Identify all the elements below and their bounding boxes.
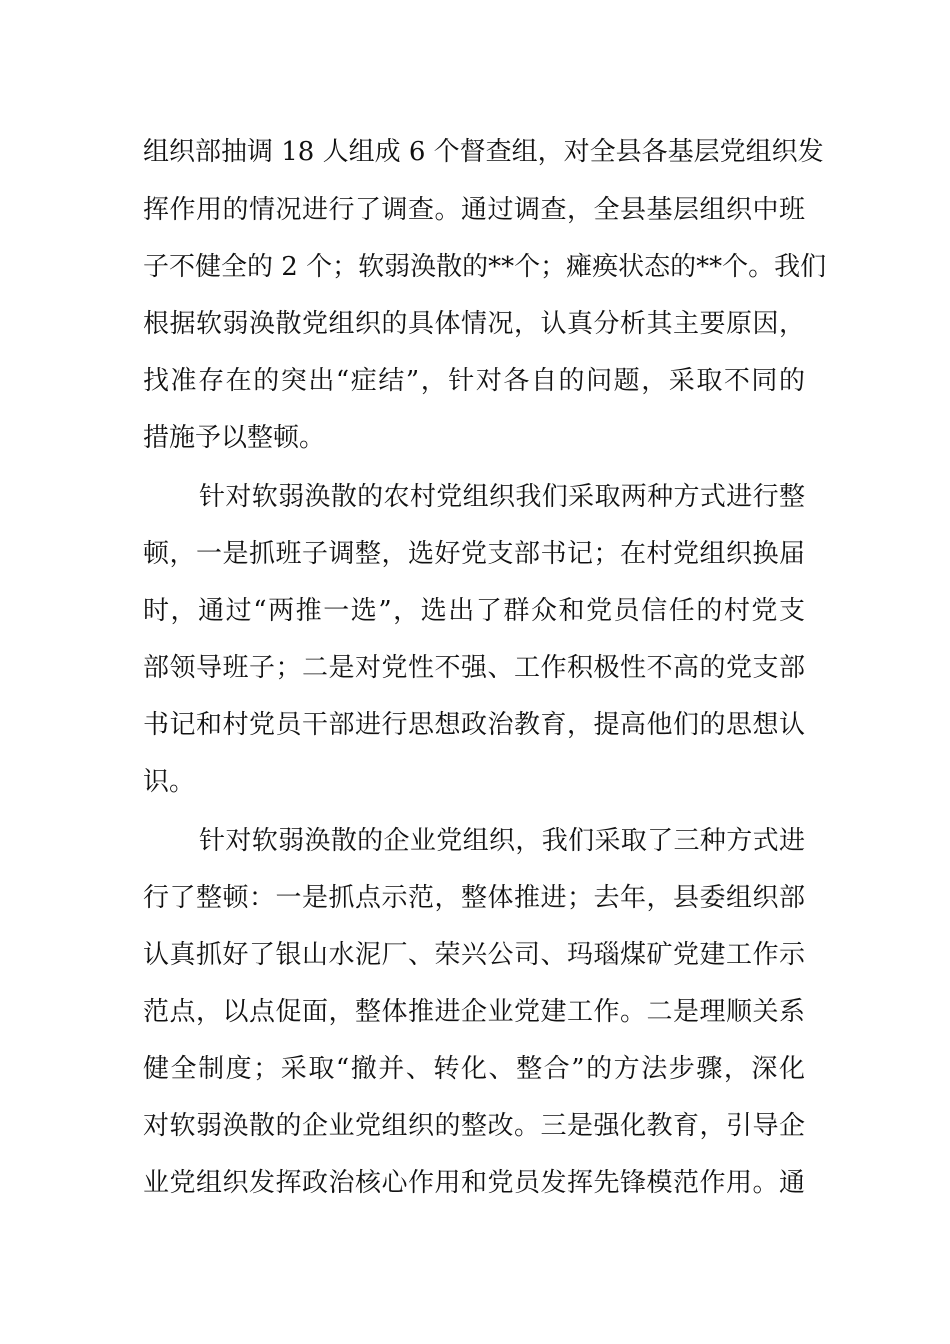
text-line: 书记和村党员干部进行思想政治教育，提高他们的思想认 — [143, 710, 805, 740]
text-line: 部领导班子；二是对党性不强、工作积极性不高的党支部 — [143, 653, 805, 683]
text-line: 措施予以整顿。 — [143, 423, 326, 453]
text-line: 子不健全的 2 个；软弱涣散的**个；瘫痪状态的**个。我们 — [143, 252, 827, 282]
text-line: 针对软弱涣散的农村党组织我们采取两种方式进行整 — [199, 482, 805, 512]
text-line: 根据软弱涣散党组织的具体情况，认真分析其主要原因， — [143, 309, 805, 339]
text-line: 范点，以点促面，整体推进企业党建工作。二是理顺关系 — [143, 997, 805, 1027]
text-line: 组织部抽调 18 人组成 6 个督查组，对全县各基层党组织发 — [143, 137, 824, 167]
text-line: 针对软弱涣散的企业党组织，我们采取了三种方式进 — [199, 826, 805, 856]
text-line: 业党组织发挥政治核心作用和党员发挥先锋模范作用。通 — [143, 1168, 805, 1198]
text-line: 对软弱涣散的企业党组织的整改。三是强化教育，引导企 — [143, 1111, 805, 1141]
text-line: 识。 — [143, 767, 196, 797]
text-line: 认真抓好了银山水泥厂、荣兴公司、玛瑙煤矿党建工作示 — [143, 940, 805, 970]
text-line: 行了整顿：一是抓点示范，整体推进；去年，县委组织部 — [143, 883, 805, 913]
text-line: 挥作用的情况进行了调查。通过调查，全县基层组织中班 — [143, 195, 805, 225]
text-line: 顿，一是抓班子调整，选好党支部书记；在村党组织换届 — [143, 539, 805, 569]
text-line: 时，通过“两推一选”，选出了群众和党员信任的村党支 — [143, 596, 805, 626]
text-line: 找准存在的突出“症结”，针对各自的问题，采取不同的 — [143, 366, 805, 396]
text-line: 健全制度；采取“撤并、转化、整合”的方法步骤，深化 — [143, 1054, 805, 1084]
